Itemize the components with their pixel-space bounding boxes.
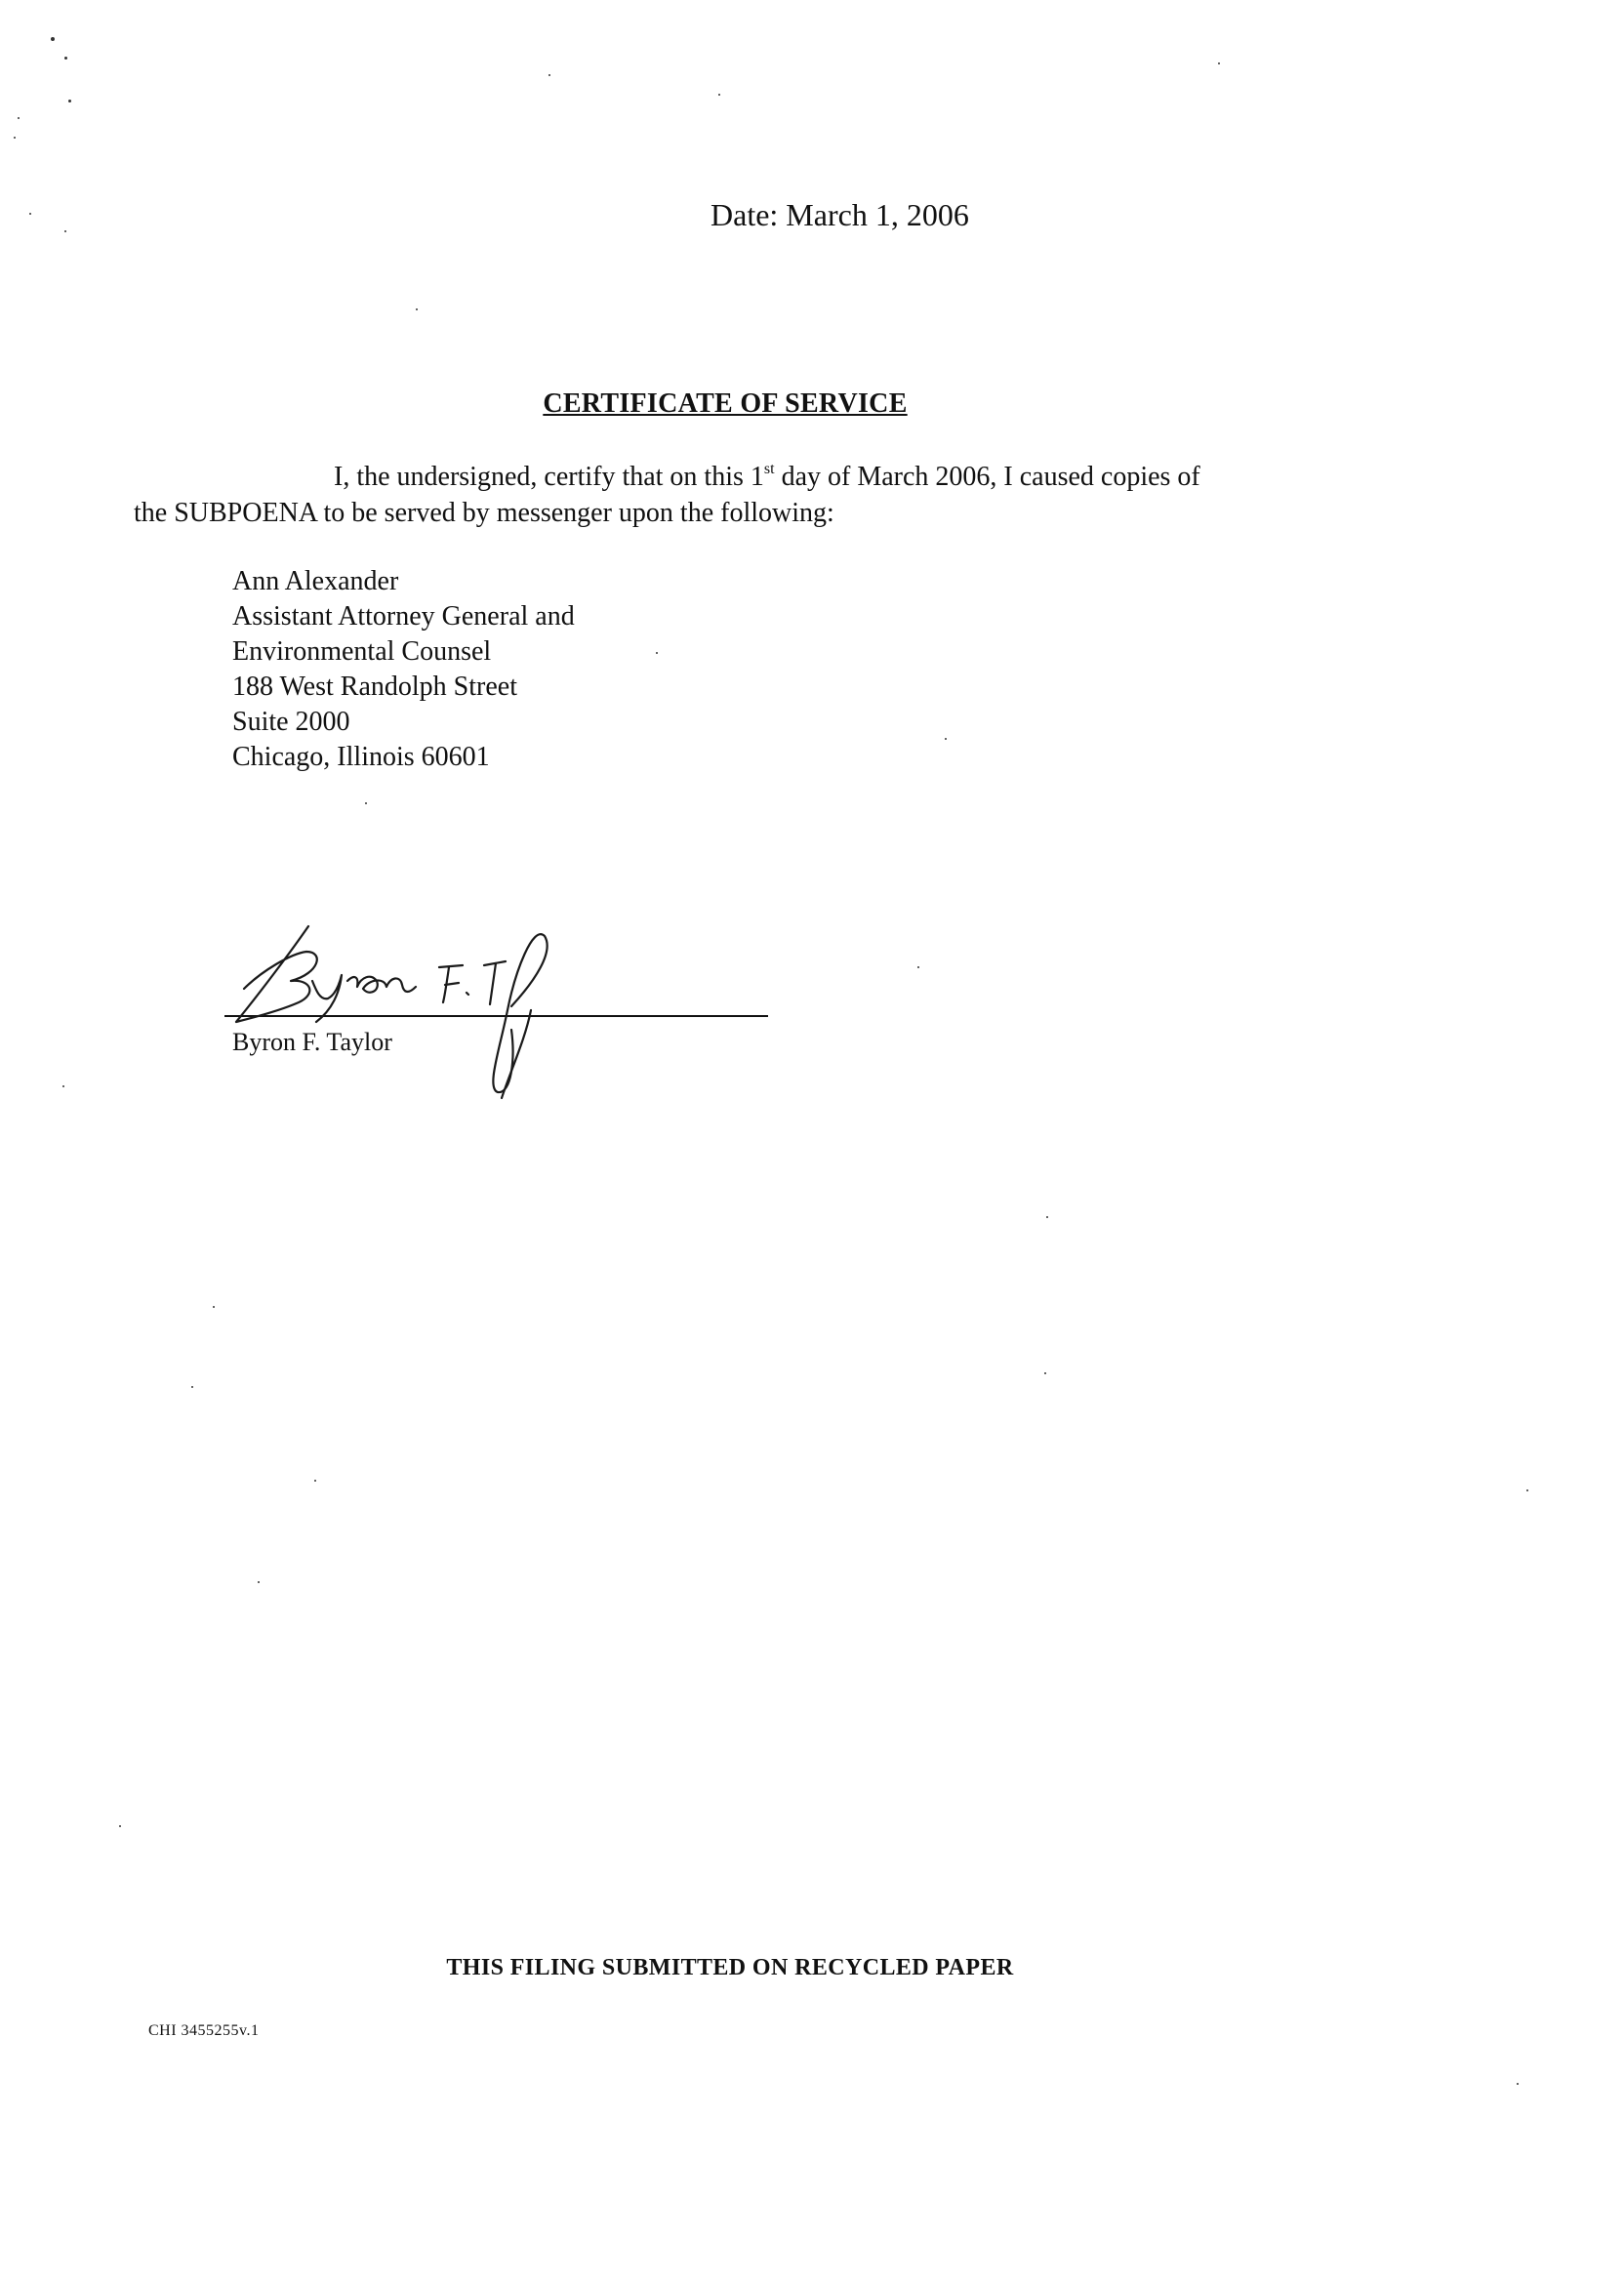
scan-speck [51,37,55,41]
scan-speck [365,802,367,804]
scan-speck [1526,1489,1528,1491]
document-title: CERTIFICATE OF SERVICE [543,388,908,419]
scan-speck [14,137,16,139]
recipient-city-state-zip: Chicago, Illinois 60601 [232,742,490,772]
scan-speck [314,1480,316,1482]
scan-speck [1044,1372,1046,1374]
scan-speck [213,1306,215,1308]
scan-speck [68,100,71,102]
handwritten-signature [223,913,632,1108]
ordinal-suffix: st [763,461,775,477]
scan-speck [119,1825,121,1827]
scan-speck [416,308,418,310]
scan-speck [191,1386,193,1388]
document-id: CHI 3455255v.1 [148,2022,260,2039]
scan-speck [1517,2083,1519,2085]
scan-speck [1218,62,1220,64]
signer-printed-name: Byron F. Taylor [232,1028,392,1056]
scan-speck [945,738,947,740]
paragraph-text-part1: I, the undersigned, certify that on this 1 [334,462,764,492]
paragraph-text-part2: day of March 2006, I caused copies of [774,462,1200,492]
recipient-address-block [232,564,575,775]
recycled-paper-notice: THIS FILING SUBMITTED ON RECYCLED PAPER [446,1955,1014,1980]
paragraph-line-1 [134,459,1305,495]
scan-speck [718,94,720,96]
recipient-title-line-1: Assistant Attorney General and [232,601,575,632]
scan-speck [18,117,20,119]
recipient-suite: Suite 2000 [232,707,350,737]
scan-speck [917,966,919,968]
scan-speck [258,1581,260,1583]
certification-paragraph [134,459,1305,531]
scan-speck [548,74,550,76]
recipient-title-line-2: Environmental Counsel [232,636,492,667]
scan-speck [62,1085,64,1087]
scan-speck [656,652,658,654]
scan-speck [29,213,31,215]
recipient-name: Ann Alexander [232,566,399,596]
scan-speck [64,57,67,60]
recipient-street: 188 West Randolph Street [232,672,517,702]
scan-speck [64,230,66,232]
date-line: Date: March 1, 2006 [710,197,969,232]
scan-speck [1046,1216,1048,1218]
paragraph-line-2: the SUBPOENA to be served by messenger upon the following: [134,498,834,528]
